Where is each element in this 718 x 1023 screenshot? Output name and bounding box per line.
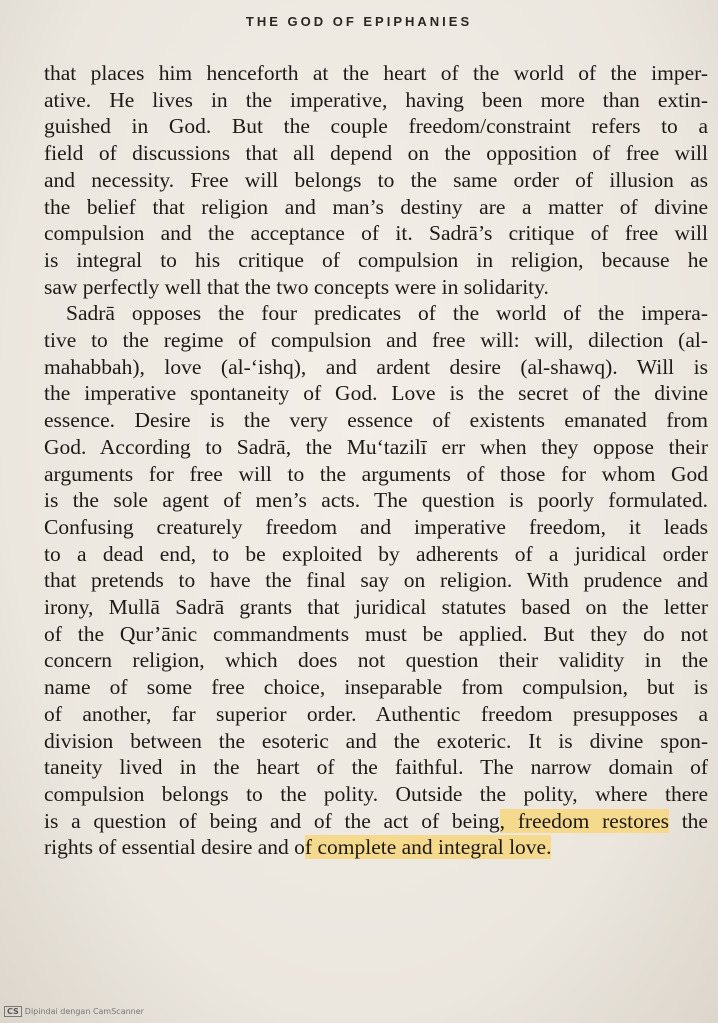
text-line: guished in God. But the couple freedom/constraint refers to a — [44, 114, 708, 139]
text-line: essence. Desire is the very essence of existents emanated from — [44, 408, 708, 433]
line-text: the — [668, 808, 708, 833]
scanner-watermark — [4, 1006, 144, 1017]
text-line: tive to the regime of compulsion and free will: will, dilection (al- — [44, 328, 708, 353]
text-line-highlighted — [44, 808, 708, 835]
text-line: compulsion belongs to the polity. Outside the polity, where there — [44, 781, 708, 806]
text-line: is the sole agent of men’s acts. The question is poorly formulated. — [44, 488, 708, 513]
text-line: mahabbah), love (al-‘ishq), and ardent desire (al-shawq). Will is — [44, 354, 708, 379]
text-line: is integral to his critique of compulsion in religion, because he — [44, 247, 708, 272]
text-line: that pretends to have the final say on religion. With prudence and — [44, 568, 708, 593]
running-head: THE GOD OF EPIPHANIES — [245, 14, 473, 29]
highlight: , freedom restores — [499, 808, 669, 833]
text-line: Sadrā opposes the four predicates of the world of the impera- — [66, 301, 708, 326]
text-line: of the Qur’ānic commandments must be applied. But they do not — [44, 621, 708, 646]
text-line: irony, Mullā Sadrā grants that juridical statutes based on the letter — [44, 595, 708, 620]
watermark-text: Dipindai dengan CamScanner — [24, 1007, 144, 1016]
highlight: f complete and integral love. — [304, 835, 552, 860]
line-text: is a question of being and of the act of being — [44, 808, 500, 833]
text-line: saw perfectly well that the two concepts were in solidarity. — [44, 274, 549, 299]
text-line: field of discussions that all depend on the opposition of free will — [44, 141, 708, 166]
text-line-highlighted — [44, 834, 708, 861]
body-text — [44, 60, 708, 861]
text-line: Confusing creaturely freedom and imperative freedom, it leads — [44, 514, 708, 539]
line-text: rights of essential desire and o — [44, 835, 305, 860]
camscanner-icon: CS — [4, 1006, 22, 1017]
text-line: God. According to Sadrā, the Mu‘tazilī err when they oppose their — [44, 434, 708, 459]
text-line: of another, far superior order. Authentic freedom presupposes a — [44, 701, 708, 726]
text-line: division between the esoteric and the exoteric. It is divine spon- — [44, 728, 708, 753]
text-line: compulsion and the acceptance of it. Sadrā’s critique of free will — [44, 221, 708, 246]
text-line: that places him henceforth at the heart of the world of the imper- — [44, 61, 708, 85]
text-line: name of some free choice, inseparable from compulsion, but is — [44, 675, 708, 700]
text-line: arguments for free will to the arguments of those for whom God — [44, 461, 708, 486]
text-line: ative. He lives in the imperative, having been more than extin- — [44, 87, 708, 112]
text-line: and necessity. Free will belongs to the same order of illusion as — [44, 167, 708, 192]
text-line: to a dead end, to be exploited by adherents of a juridical order — [44, 541, 708, 566]
text-line: concern religion, which does not question their validity in the — [44, 648, 708, 673]
text-line: the belief that religion and man’s destiny are a matter of divine — [44, 194, 708, 219]
text-line: taneity lived in the heart of the faithful. The narrow domain of — [44, 755, 708, 780]
text-line: the imperative spontaneity of God. Love is the secret of the divine — [44, 381, 708, 406]
